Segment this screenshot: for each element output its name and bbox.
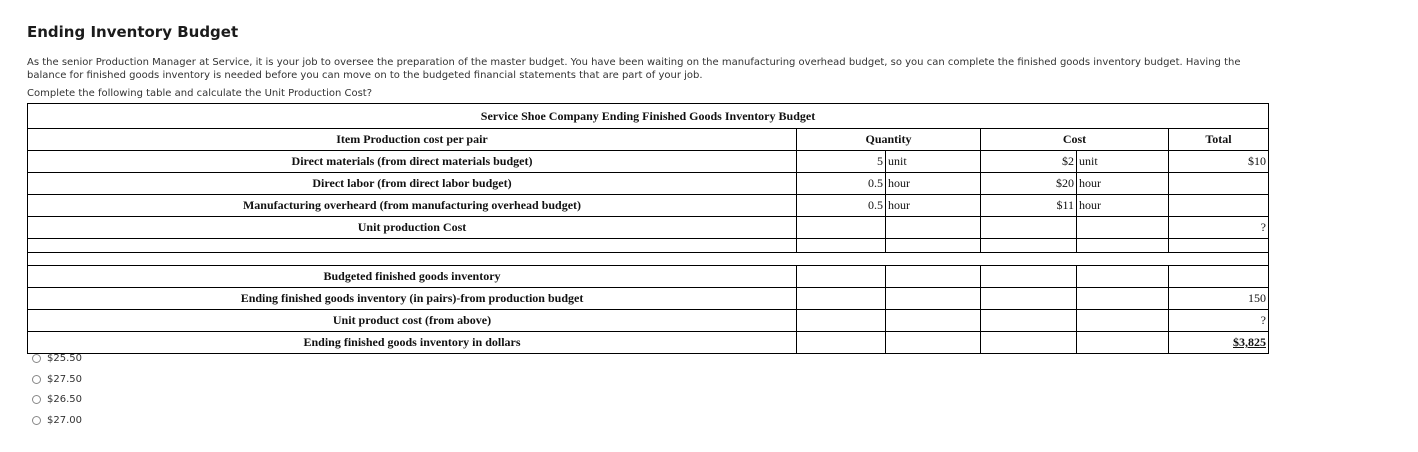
option-label[interactable]: $25.50: [47, 352, 82, 364]
quantity-unit: hour: [886, 173, 981, 195]
table-row: [28, 266, 1269, 288]
quantity-value: 0.5: [797, 173, 886, 195]
header-total: Total: [1169, 129, 1269, 151]
table-row: [28, 288, 1269, 310]
total-value: $3,825: [1233, 335, 1266, 349]
total-value: $10: [1169, 151, 1269, 173]
cost-unit: hour: [1077, 195, 1169, 217]
table-row: [28, 332, 1269, 354]
radio-button[interactable]: [32, 395, 41, 404]
page-title: Ending Inventory Budget: [27, 23, 239, 41]
table-row: [28, 195, 1269, 217]
total-value: 150: [1169, 288, 1269, 310]
radio-button[interactable]: [32, 354, 41, 363]
cost-unit: hour: [1077, 173, 1169, 195]
total-value: [1169, 173, 1269, 195]
cost-unit: unit: [1077, 151, 1169, 173]
quantity-unit: unit: [886, 151, 981, 173]
total-value: [1169, 266, 1269, 288]
table-row: [28, 217, 1269, 239]
row-item: Unit product cost (from above): [28, 310, 797, 332]
table-title: Service Shoe Company Ending Finished Goods Inventory Budget: [28, 104, 1269, 129]
header-item: Item Production cost per pair: [28, 129, 797, 151]
header-cost: Cost: [981, 129, 1169, 151]
answer-option[interactable]: [32, 410, 82, 431]
answer-option[interactable]: [32, 348, 82, 369]
intro-text: As the senior Production Manager at Service, it is your job to oversee the preparation of the master budget. You have been waiting on the manufacturing overhead budget, so you can complete the finished goods inventory budget. Having the balance for finished goods inventory is needed before you can move on to the budgeted financial statements that are part of your job.: [27, 57, 1241, 81]
quantity-value: 0.5: [797, 195, 886, 217]
quantity-value: [797, 217, 886, 239]
cost-value: $11: [981, 195, 1077, 217]
option-label[interactable]: $26.50: [47, 394, 82, 406]
cost-value: [981, 217, 1077, 239]
row-item: Direct materials (from direct materials budget): [28, 151, 797, 173]
inventory-budget-table: [27, 103, 1269, 354]
quantity-unit: hour: [886, 195, 981, 217]
table-row: [28, 310, 1269, 332]
row-item: Ending finished goods inventory in dollars: [28, 332, 797, 354]
table-row: [28, 151, 1269, 173]
row-item: Direct labor (from direct labor budget): [28, 173, 797, 195]
row-item: Manufacturing overheard (from manufacturing overhead budget): [28, 195, 797, 217]
option-label[interactable]: $27.00: [47, 414, 82, 426]
cost-unit: [1077, 217, 1169, 239]
cost-value: $2: [981, 151, 1077, 173]
radio-button[interactable]: [32, 375, 41, 384]
table-spacer-row: [28, 239, 1269, 253]
table-spacer-row: [28, 253, 1269, 266]
total-value: ?: [1169, 310, 1269, 332]
quantity-value: 5: [797, 151, 886, 173]
quantity-unit: [886, 217, 981, 239]
answer-option[interactable]: [32, 369, 82, 390]
answer-option[interactable]: [32, 389, 82, 410]
row-item: Ending finished goods inventory (in pairs)-from production budget: [28, 288, 797, 310]
radio-button[interactable]: [32, 416, 41, 425]
answer-options: [32, 348, 82, 431]
row-item: Budgeted finished goods inventory: [28, 266, 797, 288]
total-value: [1169, 195, 1269, 217]
instruction-text: Complete the following table and calculate the Unit Production Cost?: [27, 88, 373, 99]
table-row: [28, 173, 1269, 195]
option-label[interactable]: $27.50: [47, 373, 82, 385]
row-item: Unit production Cost: [28, 217, 797, 239]
header-quantity: Quantity: [797, 129, 981, 151]
total-value: ?: [1169, 217, 1269, 239]
cost-value: $20: [981, 173, 1077, 195]
